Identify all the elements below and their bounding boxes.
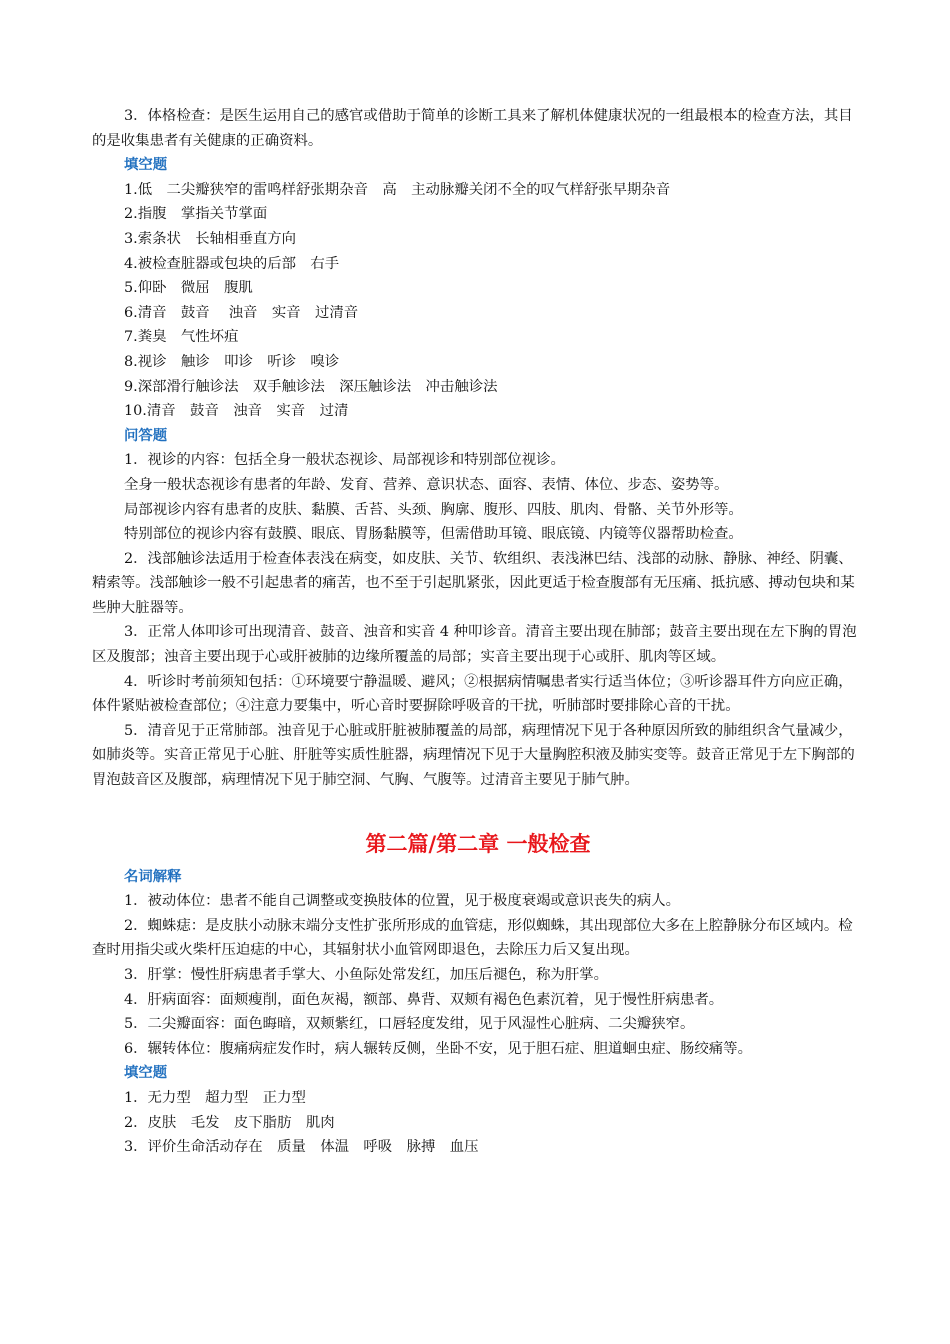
term-paragraph: 1．被动体位：患者不能自己调整或变换肢体的位置，见于极度衰竭或意识丧失的病人。 <box>124 893 681 910</box>
list-item: 10.清音 鼓音 浊音 实音 过清 <box>124 403 349 420</box>
list-item: 1．无力型 超力型 正力型 <box>124 1089 306 1106</box>
terms-heading: 名词解释 <box>124 867 182 885</box>
qa-paragraph: 4．听诊时考前须知包括：①环境要宁静温暖、避风；②根据病情嘱患者实行适当体位；③听诊器耳件方向应正确，体件紧贴被检查部位；④注意力要集中，听心音时要摒除呼吸音的干扰，听肺部时要排除心音的干扰。 <box>92 673 853 715</box>
list-item: 3.索条状 长轴相垂直方向 <box>124 230 297 247</box>
list-item: 7.粪臭 气性坏疽 <box>124 329 239 346</box>
list-item: 2.指腹 掌指关节掌面 <box>124 206 268 223</box>
fill-blank-heading: 填空题 <box>124 156 168 174</box>
qa-paragraph: 1．视诊的内容：包括全身一般状态视诊、局部视诊和特别部位视诊。 <box>124 452 565 469</box>
qa-paragraph: 5．清音见于正常肺部。浊音见于心脏或肝脏被肺覆盖的局部，病理情况下见于各种原因所致的肺组织含气量减少，如肺炎等。实音正常见于心脏、肝脏等实质性脏器，病理情况下见于大量胸腔积液及肺实变等。鼓音正常见于左下胸部的胃泡鼓音区及腹部，病理情况下见于肺空洞、气胸、气腹等。过清音主要见于肺气肿。 <box>92 722 855 789</box>
page-content <box>92 104 864 1160</box>
chapter-title: 第二篇/第二章 一般检查 <box>365 830 591 856</box>
list-item: 9.深部滑行触诊法 双手触诊法 深压触诊法 冲击触诊法 <box>124 378 498 395</box>
physical-exam-paragraph: 3．体格检查：是医生运用自己的感官或借助于简单的诊断工具来了解机体健康状况的一组最根本的检查方法，其目的是收集患者有关健康的正确资料。 <box>92 108 853 149</box>
term-paragraph: 6．辗转体位：腹痛病症发作时，病人辗转反侧，坐卧不安，见于胆石症、胆道蛔虫症、肠绞痛等。 <box>124 1040 752 1057</box>
list-item: 6.清音 鼓音 浊音 实音 过清音 <box>124 304 359 321</box>
list-item: 4.被检查脏器或包块的后部 右手 <box>124 255 340 272</box>
term-paragraph: 2．蜘蛛痣：是皮肤小动脉末端分支性扩张所形成的血管痣，形似蜘蛛，其出现部位大多在上腔静脉分布区域内。检查时用指尖或火柴杆压迫痣的中心，其辐射状小血管网即退色，去除压力后又复出现。 <box>92 917 853 959</box>
list-item: 5.仰卧 微屈 腹肌 <box>124 280 253 297</box>
qa-paragraph: 全身一般状态视诊有患者的年龄、发育、营养、意识状态、面容、表情、体位、步态、姿势等。 <box>124 476 729 493</box>
term-paragraph: 3．肝掌：慢性肝病患者手掌大、小鱼际处常发红，加压后褪色，称为肝掌。 <box>124 967 609 983</box>
term-paragraph: 5．二尖瓣面容：面色晦暗，双颊紫红，口唇轻度发绀，见于风湿性心脏病、二尖瓣狭窄。 <box>124 1016 695 1033</box>
list-item: 3．评价生命活动存在 质量 体温 呼吸 脉搏 血压 <box>124 1139 479 1156</box>
list-item: 2．皮肤 毛发 皮下脂肪 肌肉 <box>124 1114 335 1131</box>
qa-paragraph: 2．浅部触诊法适用于检查体表浅在病变，如皮肤、关节、软组织、表浅淋巴结、浅部的动脉、静脉、神经、阴囊、精索等。浅部触诊一般不引起患者的痛苦，也不至于引起肌紧张，因此更适于检查腹部有无压痛、抵抗感、搏动包块和某些肿大脏器等。 <box>92 550 855 616</box>
qa-paragraph: 局部视诊内容有患者的皮肤、黏膜、舌苔、头颈、胸廓、腹形、四肢、肌肉、骨骼、关节外形等。 <box>124 501 743 518</box>
list-item: 1.低 二尖瓣狭窄的雷鸣样舒张期杂音 高 主动脉瓣关闭不全的叹气样舒张早期杂音 <box>124 181 671 198</box>
qa-paragraph: 特别部位的视诊内容有鼓膜、眼底、胃肠黏膜等，但需借助耳镜、眼底镜、内镜等仪器帮助检查。 <box>124 526 743 543</box>
term-paragraph: 4．肝病面容：面颊瘦削，面色灰褐，额部、鼻背、双颊有褐色色素沉着，见于慢性肝病患者。 <box>124 991 724 1008</box>
list-item: 8.视诊 触诊 叩诊 听诊 嗅诊 <box>124 353 340 370</box>
fill-blank-heading: 填空题 <box>124 1064 168 1082</box>
qa-paragraph: 3．正常人体叩诊可出现清音、鼓音、浊音和实音 4 种叩诊音。清音主要出现在肺部；鼓音主要出现在左下胸的胃泡区及腹部；浊音主要出现于心或肝被肺的边缘所覆盖的局部；实音主要出现于心或肝、肌肉等区域。 <box>92 624 857 666</box>
qa-heading: 问答题 <box>124 426 168 444</box>
